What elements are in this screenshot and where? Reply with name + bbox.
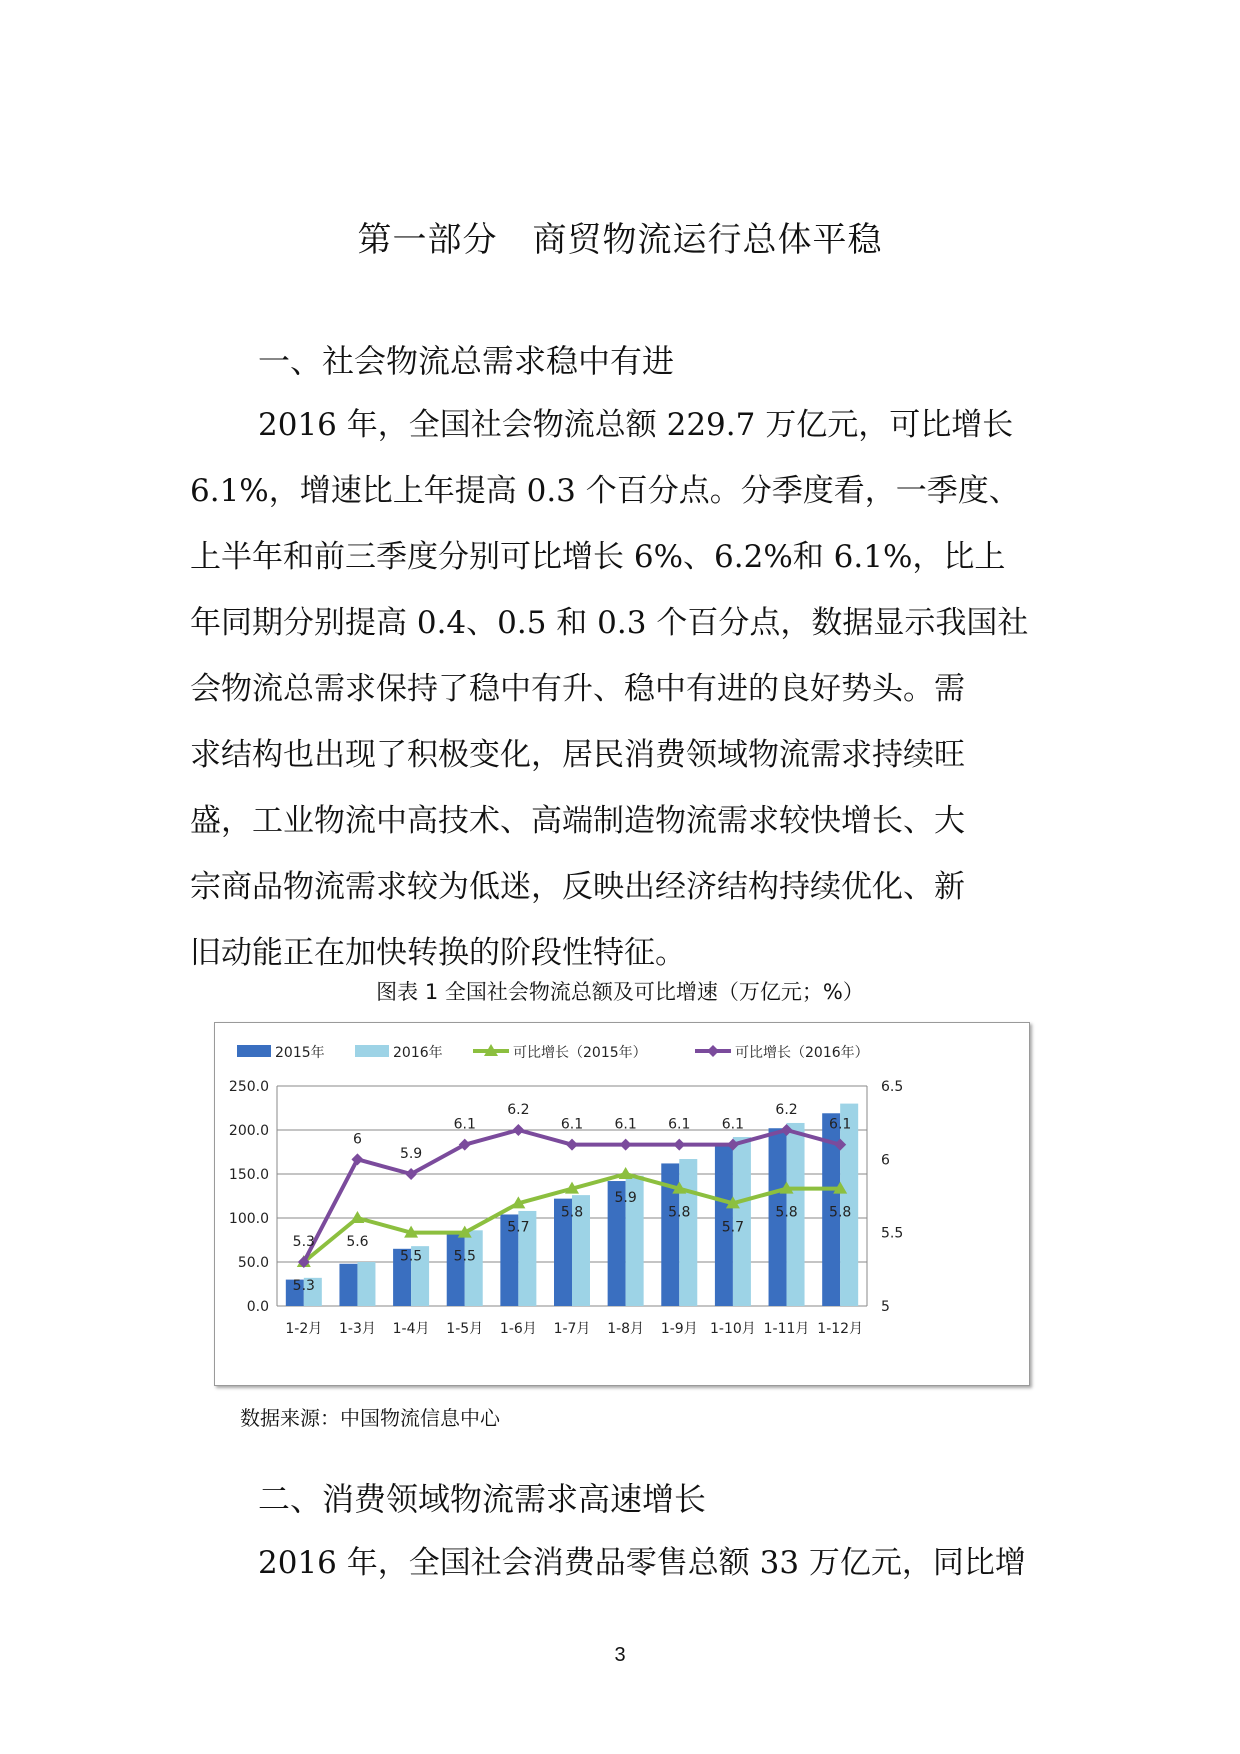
x-tick-label: 1-10月 xyxy=(710,1321,756,1337)
data-label-2015: 5.5 xyxy=(453,1248,476,1265)
y-left-tick-label: 100.0 xyxy=(228,1211,269,1227)
paragraph-line: 盛，工业物流中高技术、高端制造物流需求较快增长、大 xyxy=(190,803,965,839)
bar-2015 xyxy=(339,1264,357,1306)
x-tick-label: 1-2月 xyxy=(285,1321,323,1337)
y-left-tick-label: 250.0 xyxy=(228,1079,269,1095)
y-left-tick-label: 50.0 xyxy=(237,1255,269,1271)
paragraph-line: 2016 年，全国社会消费品零售总额 33 万亿元，同比增 xyxy=(258,1545,1026,1581)
section-2-paragraph xyxy=(190,1530,1050,1596)
data-label-2016: 6.2 xyxy=(507,1102,530,1118)
legend-label: 可比增长（2016年） xyxy=(735,1045,869,1061)
point-marker-2015 xyxy=(350,1211,364,1223)
data-label-2016: 6 xyxy=(352,1131,362,1148)
data-label-2015: 5.3 xyxy=(292,1278,315,1294)
data-label-2015: 5.8 xyxy=(829,1204,852,1221)
page-title: 第一部分 商贸物流运行总体平稳 xyxy=(357,220,883,260)
data-label-2015: 5.7 xyxy=(507,1219,530,1236)
data-label-2015: 5.8 xyxy=(775,1204,798,1221)
legend-marker xyxy=(707,1045,719,1057)
x-tick-label: 1-4月 xyxy=(392,1321,430,1337)
paragraph-line: 旧动能正在加快转换的阶段性特征。 xyxy=(190,935,686,971)
data-label-2016: 6.1 xyxy=(668,1116,691,1133)
legend-swatch xyxy=(355,1045,389,1057)
point-marker-2016 xyxy=(620,1139,632,1151)
bar-2016 xyxy=(357,1262,375,1306)
point-marker-2016 xyxy=(673,1139,685,1151)
bar-2015 xyxy=(447,1234,465,1306)
x-tick-label: 1-5月 xyxy=(446,1321,484,1337)
section-1-paragraph xyxy=(190,392,1050,986)
paragraph-line: 上半年和前三季度分别可比增长 6%、6.2%和 6.1%，比上 xyxy=(190,539,1006,575)
point-marker-2016 xyxy=(566,1139,578,1151)
paragraph-line: 宗商品物流需求较为低迷，反映出经济结构持续优化、新 xyxy=(190,869,965,905)
paragraph-line: 会物流总需求保持了稳中有升、稳中有进的良好势头。需 xyxy=(190,671,965,707)
data-label-2015: 5.8 xyxy=(560,1204,584,1221)
x-tick-label: 1-8月 xyxy=(607,1321,645,1337)
x-tick-label: 1-6月 xyxy=(499,1321,537,1337)
bar-2016 xyxy=(679,1159,697,1306)
legend-label: 2016年 xyxy=(393,1045,443,1061)
figure-caption: 图表 1 全国社会物流总额及可比增速（万亿元；%） xyxy=(376,980,864,1004)
section-2-heading: 二、消费领域物流需求高速增长 xyxy=(258,1480,707,1518)
legend-swatch xyxy=(237,1045,271,1057)
bar-2016 xyxy=(465,1230,483,1306)
x-tick-label: 1-9月 xyxy=(660,1321,698,1337)
y-left-tick-label: 0.0 xyxy=(246,1299,269,1315)
data-label-2016: 6.1 xyxy=(453,1116,476,1133)
data-label-2015: 5.5 xyxy=(399,1248,423,1265)
y-right-tick-label: 6 xyxy=(881,1152,890,1169)
point-marker-2016 xyxy=(512,1124,524,1136)
data-label-2016: 6.2 xyxy=(775,1102,798,1118)
data-label-2016: 5.9 xyxy=(399,1146,423,1162)
y-left-tick-label: 200.0 xyxy=(228,1123,269,1139)
data-label-2016: 6.1 xyxy=(614,1116,637,1133)
paragraph-line: 求结构也出现了积极变化，居民消费领域物流需求持续旺 xyxy=(190,737,965,773)
x-tick-label: 1-7月 xyxy=(553,1321,591,1337)
y-right-tick-label: 6.5 xyxy=(881,1079,904,1095)
data-label-2016: 6.1 xyxy=(560,1116,584,1133)
x-tick-label: 1-3月 xyxy=(339,1321,376,1337)
figure-source: 数据来源：中国物流信息中心 xyxy=(240,1406,500,1430)
logistics-chart xyxy=(215,1023,1029,1385)
legend-label: 2015年 xyxy=(275,1045,325,1061)
legend-label: 可比增长（2015年） xyxy=(513,1045,647,1061)
x-tick-label: 1-11月 xyxy=(763,1321,810,1337)
data-label-2016: 6.1 xyxy=(829,1116,852,1133)
paragraph-line: 6.1%，增速比上年提高 0.3 个百分点。分季度看，一季度、 xyxy=(190,473,1020,509)
data-label-2016: 5.3 xyxy=(292,1234,315,1250)
y-right-tick-label: 5.5 xyxy=(881,1225,904,1242)
y-left-tick-label: 150.0 xyxy=(228,1167,269,1183)
point-marker-2015 xyxy=(619,1167,633,1179)
section-1-heading: 一、社会物流总需求稳中有进 xyxy=(258,342,675,380)
y-right-tick-label: 5 xyxy=(881,1299,890,1315)
data-label-2016: 6.1 xyxy=(721,1116,745,1133)
paragraph-line: 2016 年，全国社会物流总额 229.7 万亿元，可比增长 xyxy=(258,407,1014,443)
chart-frame xyxy=(214,1022,1030,1386)
data-label-2015: 5.6 xyxy=(346,1234,369,1250)
paragraph-line: 年同期分别提高 0.4、0.5 和 0.3 个百分点，数据显示我国社 xyxy=(190,605,1029,641)
data-label-2015: 5.9 xyxy=(614,1190,637,1206)
x-tick-label: 1-12月 xyxy=(817,1321,864,1337)
data-label-2015: 5.8 xyxy=(668,1204,691,1221)
page-number: 3 xyxy=(614,1644,626,1666)
data-label-2015: 5.7 xyxy=(721,1219,745,1236)
